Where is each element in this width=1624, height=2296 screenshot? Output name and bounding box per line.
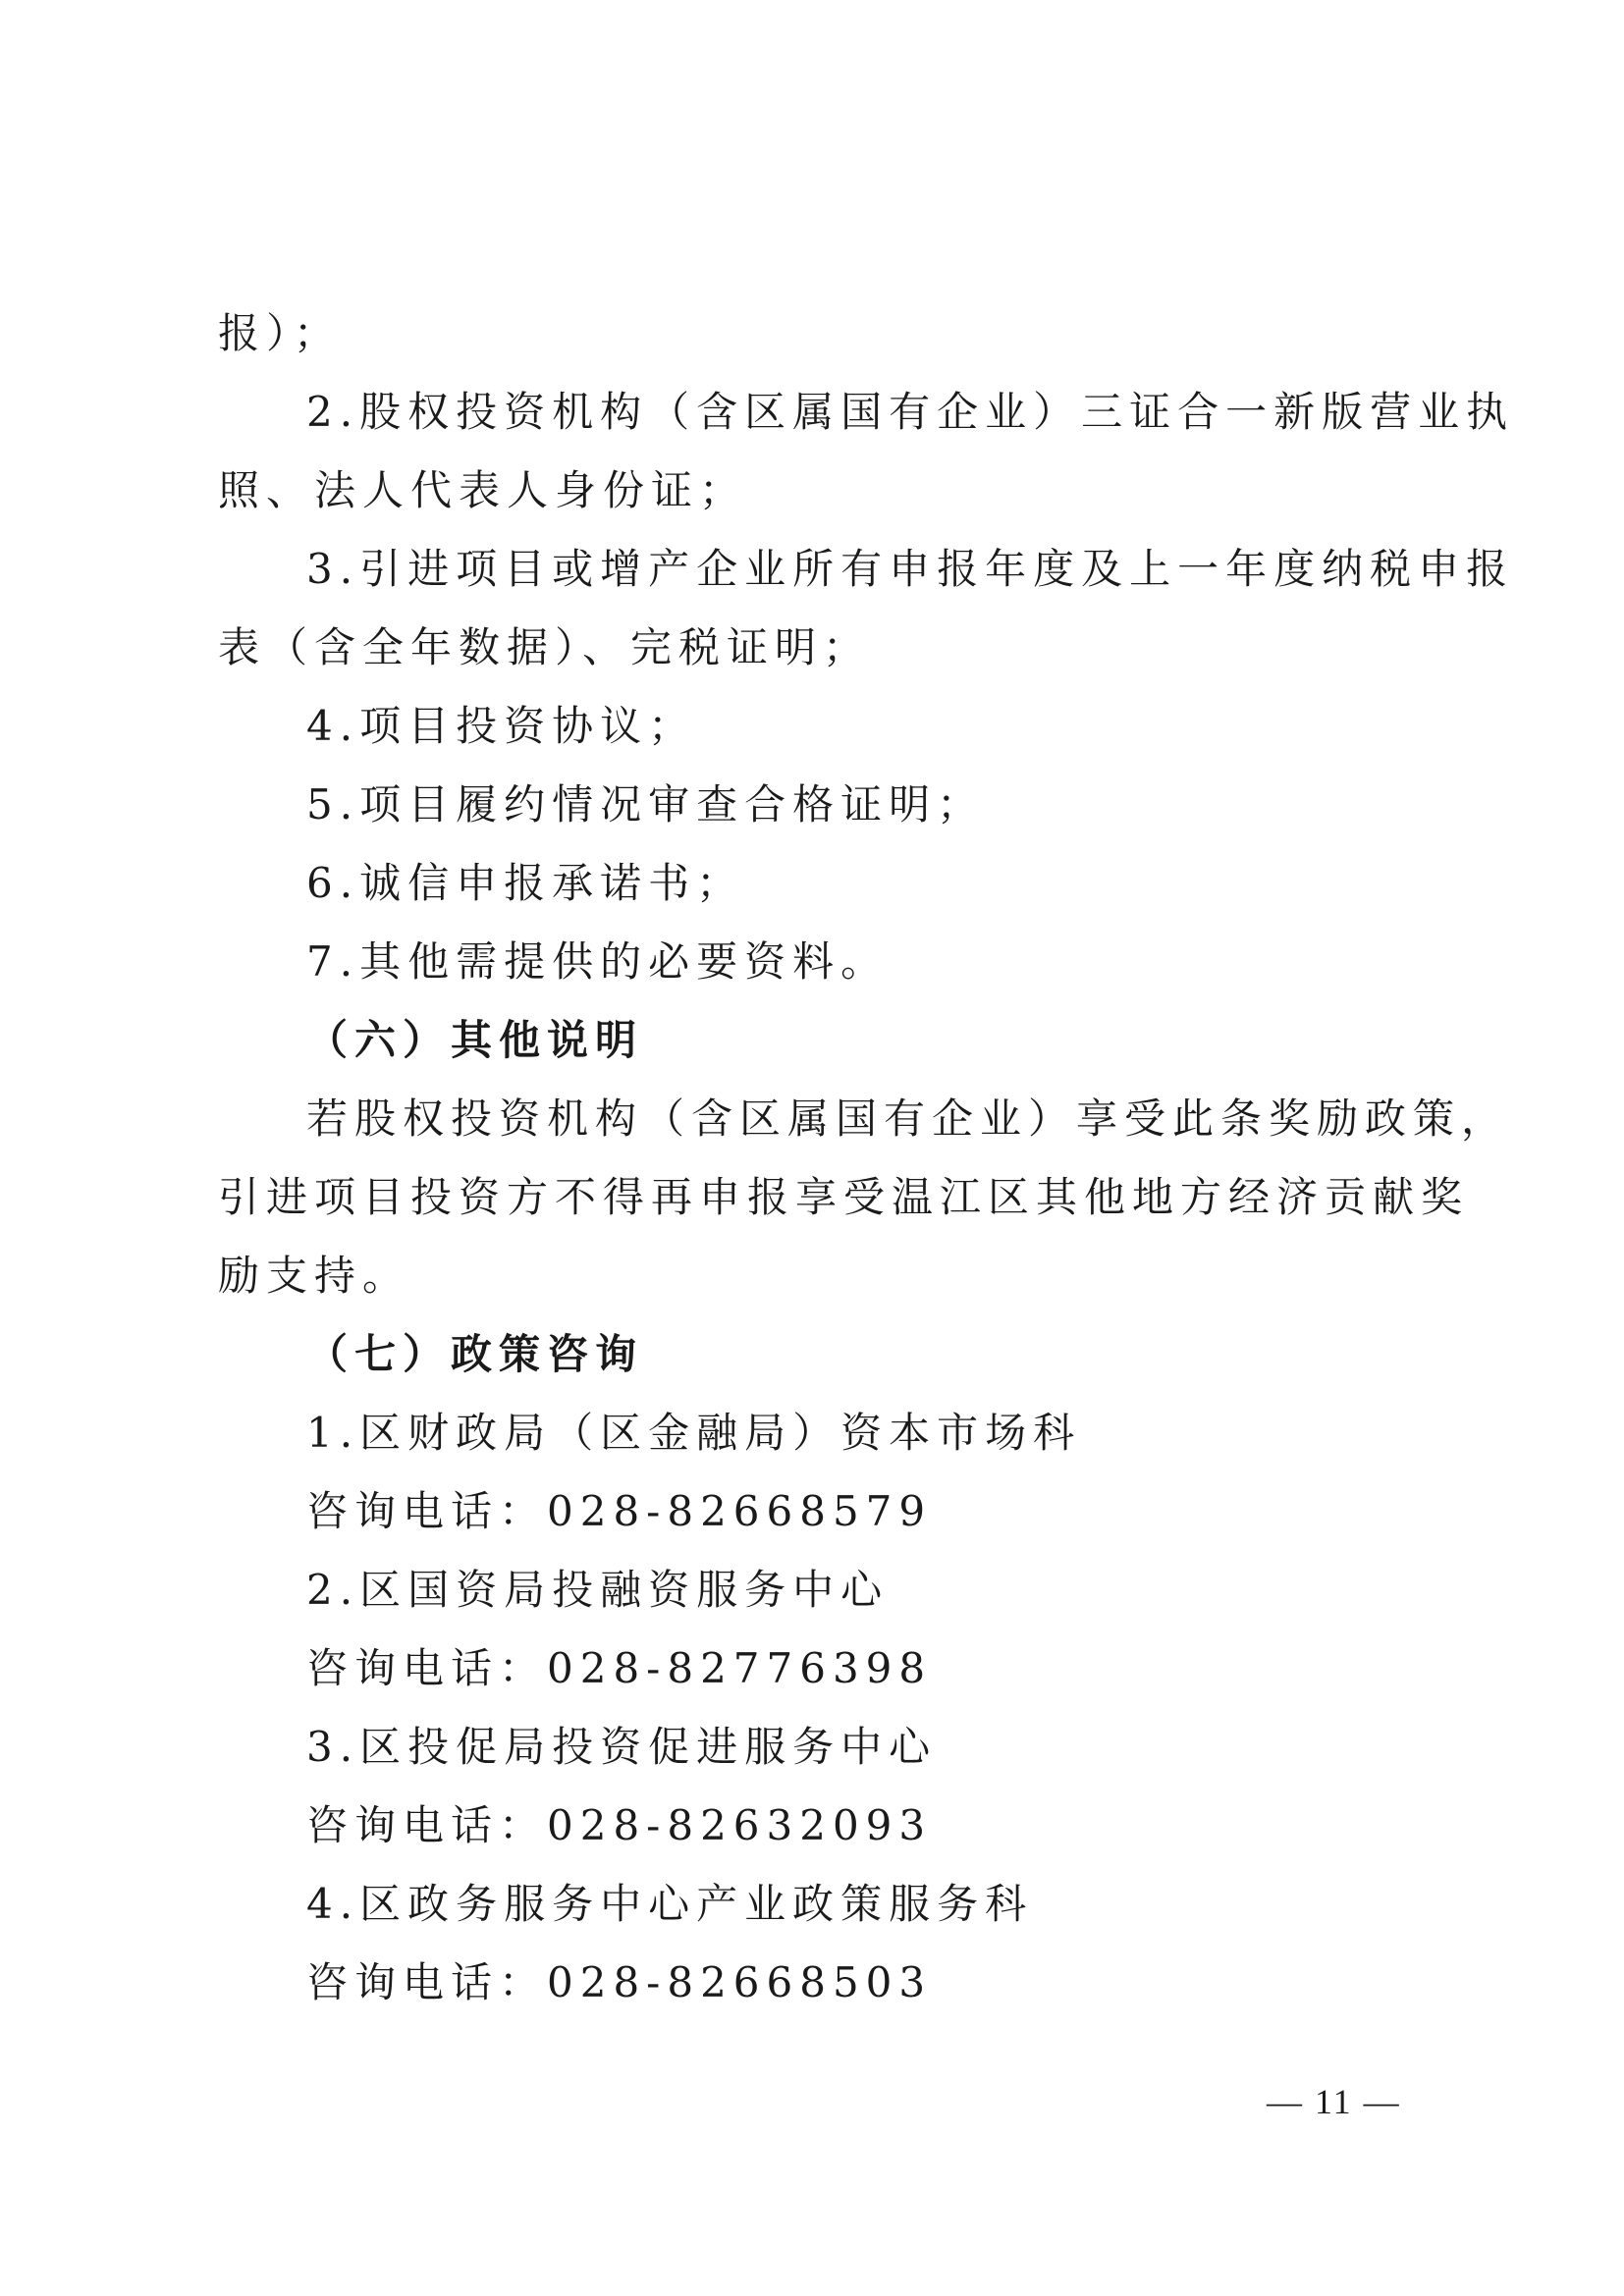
text-line: 7.其他需提供的必要资料。 [306, 937, 890, 986]
text-line: 4.项目投资协议； [306, 702, 697, 750]
text-line: 表（含全年数据）、完税证明； [218, 623, 872, 671]
contact-phone: 咨询电话：028-82632093 [306, 1801, 933, 1849]
contact-department: 3.区投促局投资促进服务中心 [306, 1723, 938, 1771]
text-line: 2.股权投资机构（含区属国有企业）三证合一新版营业执 [306, 388, 1515, 436]
contact-department: 4.区政务服务中心产业政策服务科 [306, 1880, 1034, 1928]
document-body [218, 294, 1515, 2022]
text-line: 3.引进项目或增产企业所有申报年度及上一年度纳税申报 [306, 545, 1515, 593]
contact-department: 1.区财政局（区金融局）资本市场科 [306, 1409, 1082, 1457]
text-line: 照、法人代表人身份证； [218, 466, 748, 514]
text-line: 引进项目投资方不得再申报享受温江区其他地方经济贡献奖 [218, 1173, 1470, 1221]
contact-phone: 咨询电话：028-82776398 [306, 1644, 933, 1692]
section-heading: （六）其他说明 [306, 1016, 644, 1064]
text-line: 6.诚信申报承诺书； [306, 859, 745, 907]
section-heading: （七）政策咨询 [306, 1330, 644, 1378]
contact-phone: 咨询电话：028-82668579 [306, 1487, 933, 1535]
contact-department: 2.区国资局投融资服务中心 [306, 1566, 890, 1614]
text-line: 报）； [218, 309, 343, 357]
text-line: 若股权投资机构（含区属国有企业）享受此条奖励政策， [306, 1095, 1510, 1143]
text-line: 励支持。 [218, 1252, 411, 1300]
contact-phone: 咨询电话：028-82668503 [306, 1958, 933, 2006]
text-line: 5.项目履约情况审查合格证明； [306, 780, 986, 828]
page-number: — 11 — [1267, 2082, 1401, 2121]
